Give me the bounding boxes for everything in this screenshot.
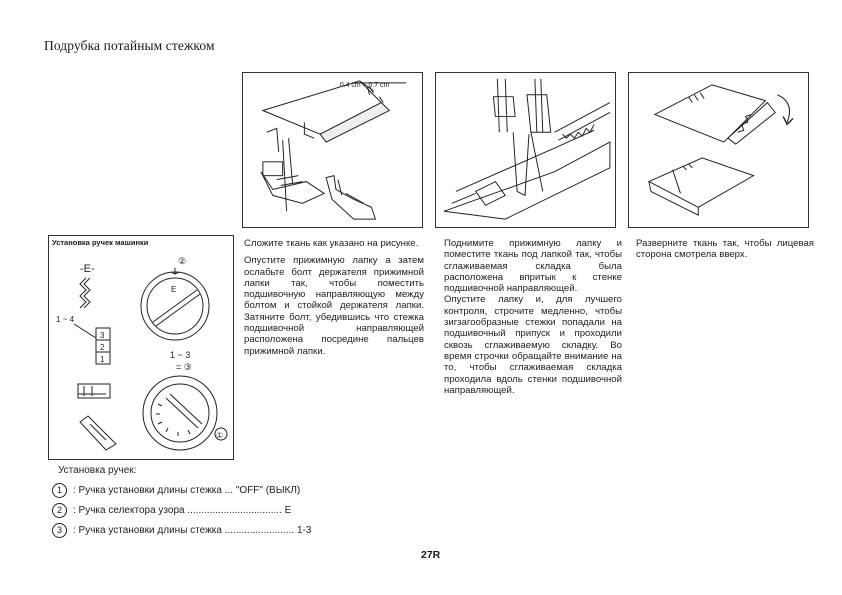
- step3-paragraph-1: Разверните ткань так, чтобы лицевая сторона смотрела вверх.: [636, 238, 814, 261]
- bar-label-3: 3: [100, 331, 105, 340]
- legend-marker-3: 3: [52, 523, 67, 538]
- legend-marker-2: 2: [52, 503, 67, 518]
- page-title: Подрубка потайным стежком: [44, 38, 215, 53]
- dial-top-letter: E: [171, 285, 177, 294]
- legend-item-1: [52, 482, 300, 498]
- legend-text-2: : Ручка селектора узора .................................. E: [73, 504, 292, 516]
- legend-item-3: [52, 522, 311, 538]
- illustration-fold-fabric: [242, 72, 423, 228]
- legend-title: Установка ручек:: [58, 465, 137, 476]
- legend-item-2: [52, 502, 291, 518]
- legend-text-1: : Ручка установки длины стежка ... "OFF" (ВЫКЛ): [73, 484, 301, 496]
- dial-bottom-sub: = ③: [176, 362, 192, 372]
- settings-drawing: [50, 248, 232, 458]
- dial-top-marker: ②: [178, 256, 187, 266]
- sewing-foot-drawing: [436, 73, 615, 227]
- step2-paragraph-1: Поднимите прижимную лапку и поместите ткань под лапкой так, чтобы сглаживаемая складка была расположена впритык к стенке подшивочной направляющей.: [444, 238, 622, 295]
- step1-text: [244, 238, 424, 363]
- page-number: 27R: [421, 549, 441, 561]
- step1-paragraph-1: Сложите ткань как указано на рисунке.: [244, 238, 419, 249]
- bar-label-1: 1: [100, 355, 105, 364]
- bar-label-2: 2: [100, 343, 105, 352]
- legend-marker-1: 1: [52, 483, 67, 498]
- settings-panel-title: Установка ручек машинки: [52, 238, 149, 247]
- dial-bottom-marker: ①: [216, 431, 224, 440]
- step2-paragraph-2: Опустите лапку и, для лучшего контроля, строчите медленно, чтобы зигзагообразные стежки попадали на подшивочный припуск и проходили сквозь сглаживаемую складку. Во время строчки обращайте внимание на то, чтобы сглаживаемая складка проходила вдоль стенки подшивочной направляющей.: [444, 294, 622, 396]
- fold-measure-label: 0.4 cm ~ 0.7 cm: [339, 81, 390, 89]
- step2-text: [444, 238, 622, 402]
- legend-text-3: : Ручка установки длины стежка ......................... 1-3: [73, 524, 312, 536]
- unfold-fabric-drawing: [629, 73, 808, 227]
- range-label: 1 ~ 4: [56, 315, 75, 324]
- step3-text: [636, 238, 814, 267]
- illustration-unfold-fabric: [628, 72, 809, 228]
- settings-dials-svg: [50, 248, 232, 458]
- illustration-sewing-foot: [435, 72, 616, 228]
- step1-paragraph-2: Опустите прижимную лапку а затем ослабьте болт держателя прижимной лапки так, чтобы поместить подшивочную направляющую между болтом и стойкой держателя лапки. Затяните болт, убедившись что стежка подшивочной направляющей расположена посредине пальцев прижимной лапки.: [244, 255, 424, 357]
- dial-bottom-range: 1 ~ 3: [170, 350, 191, 360]
- pattern-letter: -E-: [80, 263, 95, 275]
- fold-fabric-drawing: [243, 73, 422, 227]
